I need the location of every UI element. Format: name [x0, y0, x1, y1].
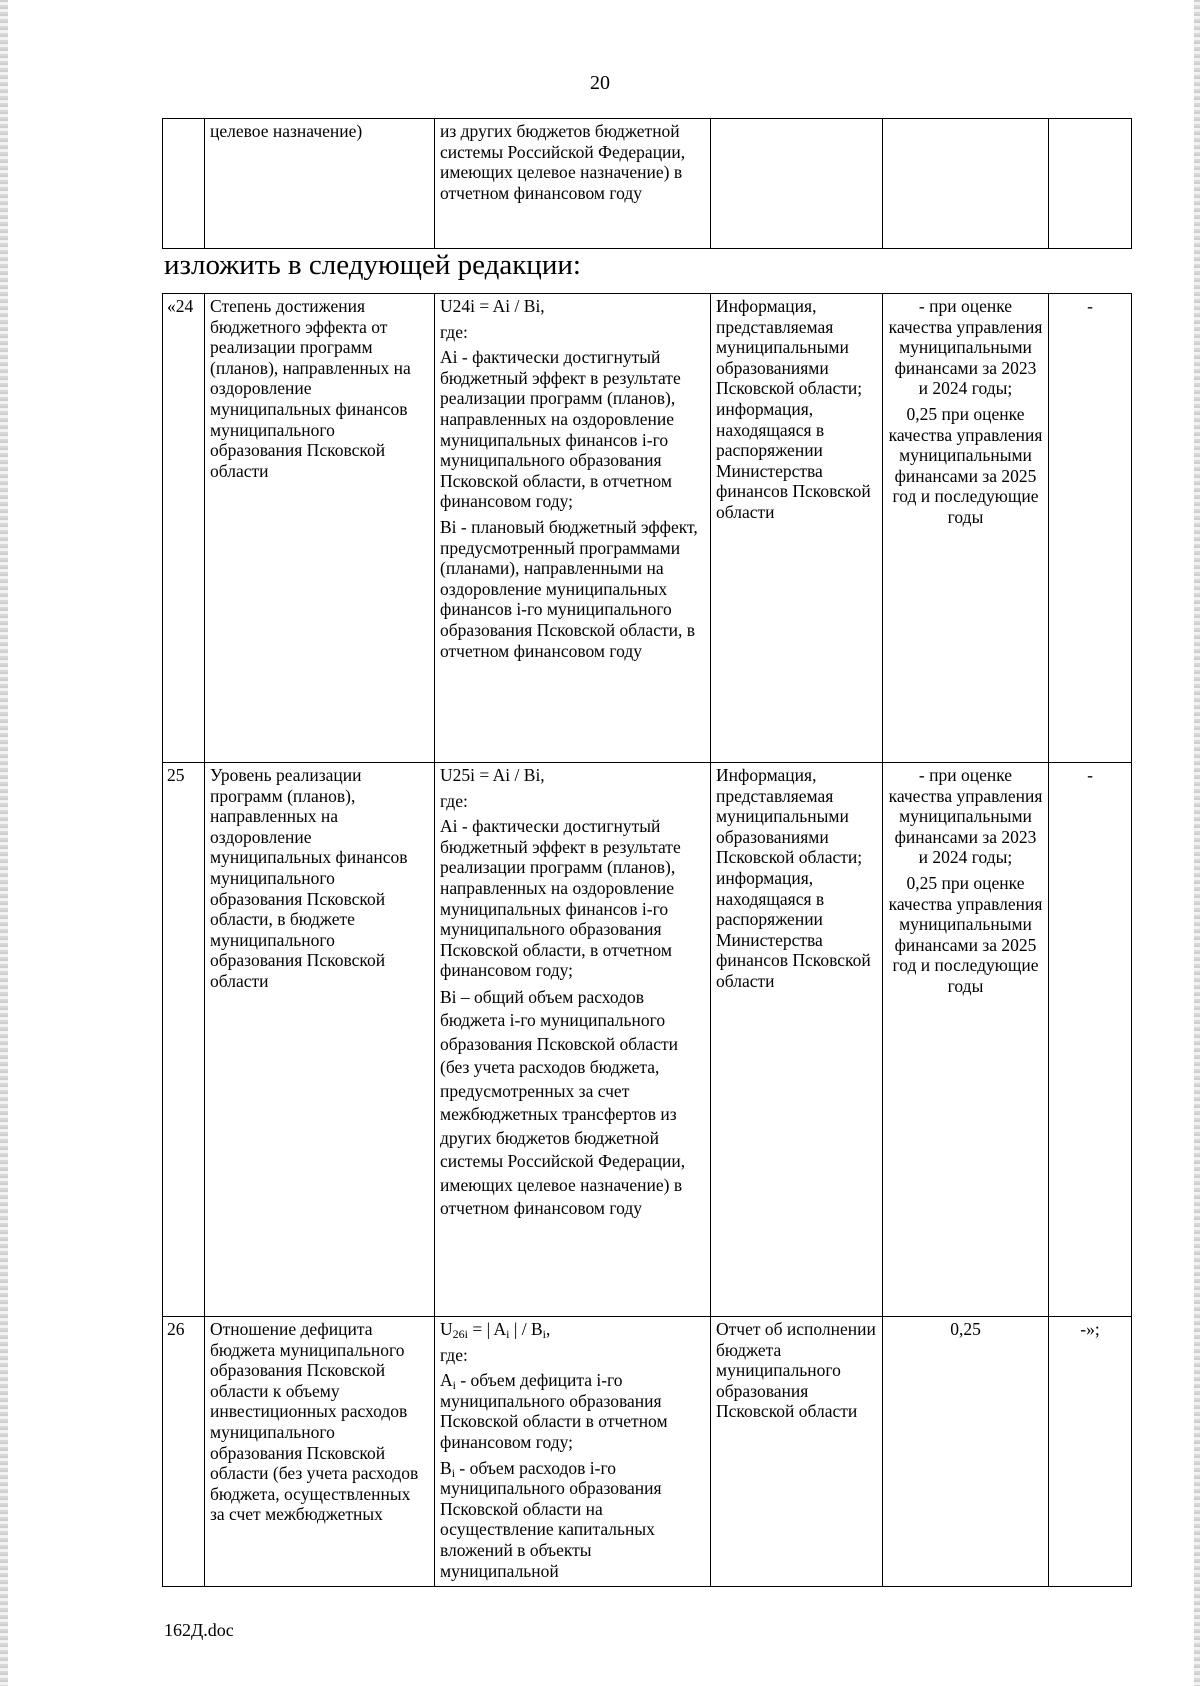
scan-edge-left — [0, 0, 8, 1686]
formula-where: где: — [440, 1344, 468, 1365]
cell-name: целевое назначение) — [205, 119, 435, 249]
weight-condition-1: - при оценке качества управления муниципальными финансами за 2023 и 2024 годы; — [888, 296, 1043, 399]
section-heading: изложить в следующей редакции: — [164, 249, 581, 281]
table-row — [163, 1317, 1132, 1587]
continued-table-fragment — [162, 118, 1132, 249]
cell-source: Информация, представляемая муниципальными образованиями Псковской области; информация, находящаяся в распоряжении Министерства финансов Псковской области — [711, 294, 883, 763]
cell-number — [163, 119, 205, 249]
formula-definition-b: Bi – общий объем расходов бюджета i-го муниципального образования Псковской области (без учета расходов бюджета, предусмотренных за счет межбюджетных трансфертов из других бюджетов бюджетной системы Российской Федерации, имеющих целевое назначение) в отчетном финансовом году — [440, 986, 686, 1219]
formula-definition-b: Bi - плановый бюджетный эффект, предусмотренный программами (планами), направленными на оздоровление муниципальных финансов i-го муниципального образования Псковской области, в отчетном финансовом году — [440, 516, 698, 661]
formula: U25i = Ai / Bi, — [440, 765, 545, 785]
cell-formula — [435, 294, 711, 763]
cell-formula — [435, 1317, 711, 1587]
formula-definition-a: Ai - фактически достигнутый бюджетный эффект в результате реализации программ (планов), направленных на оздоровление муниципальных финансов i-го муниципального образования Псковской области, в отчетном финансовом году; — [440, 347, 681, 512]
cell-weight — [883, 294, 1049, 763]
cell-weight — [883, 119, 1049, 249]
cell-note: - — [1049, 763, 1132, 1317]
cell-number: 25 — [163, 763, 205, 1317]
table-row — [163, 763, 1132, 1317]
cell-number: «24 — [163, 294, 205, 763]
cell-number: 26 — [163, 1317, 205, 1587]
cell-note: -»; — [1049, 1317, 1132, 1587]
cell-formula — [435, 763, 711, 1317]
cell-name: Степень достижения бюджетного эффекта от реализации программ (планов), направленных на оздоровление муниципальных финансов муниципального образования Псковской области — [205, 294, 435, 763]
weight-condition-2: 0,25 при оценке качества управления муниципальными финансами за 2025 год и последующие годы — [888, 403, 1043, 527]
cell-weight — [883, 763, 1049, 1317]
cell-name: Уровень реализации программ (планов), направленных на оздоровление муниципальных финансов муниципального образования Псковской области, в бюджете муниципального образования Псковской области — [205, 763, 435, 1317]
formula-definition-b: $B_i$ - объем расходов i-го муниципального образования Псковской области на осуществление капитальных вложений в объекты муниципальной — [440, 1457, 662, 1581]
formula-where: где: — [440, 790, 468, 811]
table-row — [163, 119, 1132, 249]
weight-condition-1: - при оценке качества управления муниципальными финансами за 2023 и 2024 годы; — [888, 765, 1043, 868]
formula-definition-a: Ai - фактически достигнутый бюджетный эффект в результате реализации программ (планов), направленных на оздоровление муниципальных финансов i-го муниципального образования Псковской области, в отчетном финансовом году; — [440, 816, 681, 981]
footer-filename: 162Д.doc — [164, 1620, 234, 1640]
formula: U24i = Ai / Bi, — [440, 296, 545, 316]
cell-source: Информация, представляемая муниципальными образованиями Псковской области; информация, находящаяся в распоряжении Министерства финансов Псковской области — [711, 763, 883, 1317]
cell-formula: из других бюджетов бюджетной системы Российской Федерации, имеющих целевое назначение) в отчетном финансовом году — [435, 119, 711, 249]
cell-name: Отношение дефицита бюджета муниципального образования Псковской области к объему инвестиционных расходов муниципального образования Псковской области (без учета расходов бюджета, осуществленных за счет межбюджетных — [205, 1317, 435, 1587]
scan-edge-right — [1194, 0, 1200, 1686]
formula: $U_{26i}$ = | $A_i$ | / $B_i$, — [440, 1319, 551, 1341]
cell-weight: 0,25 — [883, 1317, 1049, 1587]
table-row — [163, 294, 1132, 763]
cell-note: - — [1049, 294, 1132, 763]
page-number: 20 — [590, 72, 610, 94]
formula-where: где: — [440, 321, 468, 342]
formula-definition-a: $A_i$ - объем дефицита i-го муниципального образования Псковской области в отчетном финансовом году; — [440, 1370, 668, 1452]
cell-source — [711, 119, 883, 249]
weight-condition-2: 0,25 при оценке качества управления муниципальными финансами за 2025 год и последующие годы — [888, 872, 1043, 996]
cell-source: Отчет об исполнении бюджета муниципального образования Псковской области — [711, 1317, 883, 1587]
indicators-table — [162, 293, 1132, 1587]
cell-note — [1049, 119, 1132, 249]
